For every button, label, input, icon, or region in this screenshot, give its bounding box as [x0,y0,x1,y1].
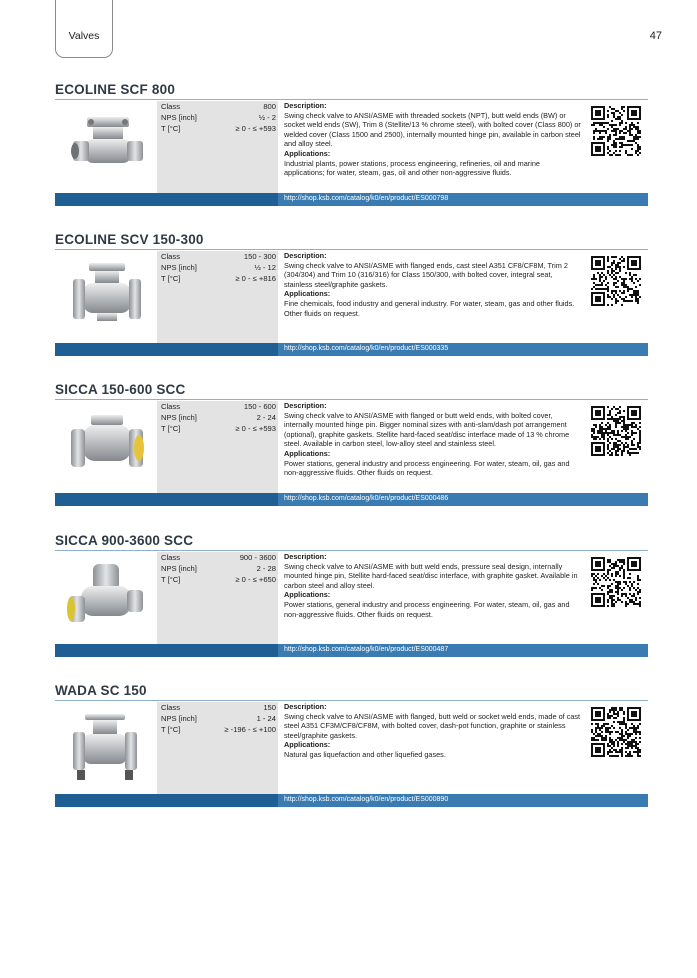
spec-label: Class [161,102,180,111]
title-rule [55,99,648,100]
spec-value: ≥ 0 - ≤ +816 [235,274,276,283]
spec-row-class [157,552,278,563]
spec-label: NPS [inch] [161,263,197,272]
spec-label: NPS [inch] [161,714,197,723]
spec-value: 900 - 3600 [239,553,276,562]
spec-value: 150 [263,703,276,712]
spec-table [157,251,278,343]
description-heading: Description: [284,702,327,711]
product-url-link[interactable]: http://shop.ksb.com/catalog/k0/en/product/ES000890 [284,796,449,803]
spec-row-class [157,702,278,713]
product-title: SICCA 150-600 SCC [55,382,186,397]
spec-label: NPS [inch] [161,113,197,122]
product-title: WADA SC 150 [55,683,147,698]
valve-photo-icon [55,702,157,794]
url-bar [55,343,648,356]
description-heading: Description: [284,552,327,561]
page-number: 47 [649,30,662,42]
url-bar [55,193,648,206]
spec-value: 2 - 24 [256,413,276,422]
spec-table [157,101,278,193]
product-description [284,702,581,760]
product-title: SICCA 900-3600 SCC [55,533,194,548]
product-description [284,552,581,619]
product-url-link[interactable]: http://shop.ksb.com/catalog/k0/en/product/ES000486 [284,495,449,502]
applications-text: Fine chemicals, food industry and general industry. For water, steam, gas and other fluids. Other fluids on request. [284,298,575,318]
spec-label: NPS [inch] [161,413,197,422]
spec-row-class [157,101,278,112]
applications-heading: Applications: [284,148,331,158]
spec-label: T [°C] [161,725,181,734]
spec-row-temp [157,423,278,434]
description-heading: Description: [284,401,327,410]
spec-label: T [°C] [161,575,181,584]
spec-value: 1 - 24 [256,714,276,723]
product-description [284,401,581,478]
spec-value: ≥ 0 - ≤ +593 [235,424,276,433]
valve-photo-icon [55,251,157,343]
spec-label: T [°C] [161,274,181,283]
spec-label: Class [161,703,180,712]
qr-code-icon[interactable] [591,256,641,306]
qr-code-icon[interactable] [591,106,641,156]
spec-row-nps [157,262,278,273]
url-bar [55,644,648,657]
valve-photo-icon [55,101,157,193]
title-rule [55,700,648,701]
qr-code-icon[interactable] [591,707,641,757]
product-description [284,101,581,178]
spec-value: ½ - 12 [254,263,276,272]
valve-photo-icon [55,401,157,493]
applications-text: Power stations, general industry and process engineering. For water, steam, oil, gas and non-aggressive fluids. Other fluids on request. [284,458,570,478]
description-heading: Description: [284,101,327,110]
description-text: Swing check valve to ANSI/ASME with flanged or butt weld ends, with bolted cover, internally mounted hinge pin. Bigger nominal sizes with anti-slam/dash pot arrangement (optional), graphite gaskets. Stellite hard-faced seat/disc interface made of 13 % chrome steel. Available in carbon steel, low-alloy steel and stainless steel. [284,410,570,449]
qr-code-icon[interactable] [591,557,641,607]
product-url-link[interactable]: http://shop.ksb.com/catalog/k0/en/product/ES000487 [284,646,449,653]
url-bar [55,794,648,807]
spec-value: ½ - 2 [258,113,276,122]
spec-label: T [°C] [161,424,181,433]
spec-row-temp [157,574,278,585]
spec-table [157,702,278,794]
title-rule [55,249,648,250]
product-description [284,251,581,318]
spec-row-class [157,401,278,412]
product-title: ECOLINE SCF 800 [55,82,176,97]
spec-row-temp [157,724,278,735]
spec-table [157,552,278,644]
spec-label: Class [161,402,180,411]
url-bar [55,493,648,506]
spec-row-nps [157,563,278,574]
spec-value: 800 [263,102,276,111]
spec-label: Class [161,553,180,562]
spec-row-nps [157,713,278,724]
description-text: Swing check valve to ANSI/ASME with butt weld ends, pressure seal design, internally mounted hinge pin, Stellite hard-faced seat/disc interface, with graphite gasket. Available in carbon steel and alloy steel. [284,561,578,590]
description-text: Swing check valve to ANSI/ASME with threaded sockets (NPT), butt weld ends (BW) or socket weld ends (SW), Trim 8 (Stellite/13 % chrome steel), with bolted cover (Class 800) or welded cover (Class 1500 and 2500), internally mounted hinge pin, available in carbon steel and alloy steel. [284,110,581,149]
title-rule [55,399,648,400]
valve-photo-icon [55,552,157,644]
applications-text: Industrial plants, power stations, process engineering, refineries, oil and marine applications; for water, steam, gas, oil and other non-aggressive fluids. [284,158,540,178]
spec-value: ≥ 0 - ≤ +593 [235,124,276,133]
spec-row-nps [157,412,278,423]
description-heading: Description: [284,251,327,260]
spec-value: 150 - 600 [243,402,276,411]
spec-label: NPS [inch] [161,564,197,573]
description-text: Swing check valve to ANSI/ASME with flanged ends, cast steel A351 CF8/CF8M, Trim 2 (304/304) and Trim 10 (316/316) for Class 150/300, with bolted cover, integral seat, stainless steel/graphite gaskets. [284,260,568,289]
product-title: ECOLINE SCV 150-300 [55,232,204,247]
spec-row-temp [157,123,278,134]
section-tab [55,0,113,58]
spec-table [157,401,278,493]
spec-value: 2 - 28 [256,564,276,573]
applications-text: Power stations, general industry and process engineering. For water, steam, oil, gas and non-aggressive fluids. Other fluids on request. [284,599,570,619]
product-url-link[interactable]: http://shop.ksb.com/catalog/k0/en/product/ES000335 [284,345,449,352]
spec-row-temp [157,273,278,284]
spec-value: ≥ 0 - ≤ +650 [235,575,276,584]
applications-heading: Applications: [284,289,331,299]
qr-code-icon[interactable] [591,406,641,456]
spec-row-class [157,251,278,262]
product-url-link[interactable]: http://shop.ksb.com/catalog/k0/en/product/ES000798 [284,195,449,202]
title-rule [55,550,648,551]
spec-label: T [°C] [161,124,181,133]
description-text: Swing check valve to ANSI/ASME with flanged, butt weld or socket weld ends, made of cast steel A351 CF3M/CF8/CF8M, with bolted cover, dash-pot function, graphite or stainless steel/graphite gaskets. [284,711,581,740]
applications-heading: Applications: [284,448,331,458]
spec-value: 150 - 300 [243,252,276,261]
applications-heading: Applications: [284,740,331,750]
spec-label: Class [161,252,180,261]
spec-row-nps [157,112,278,123]
applications-text: Natural gas liquefaction and other liquefied gases. [284,749,446,759]
spec-value: ≥ -196 - ≤ +100 [224,725,276,734]
applications-heading: Applications: [284,590,331,600]
section-tab-label: Valves [68,30,100,42]
